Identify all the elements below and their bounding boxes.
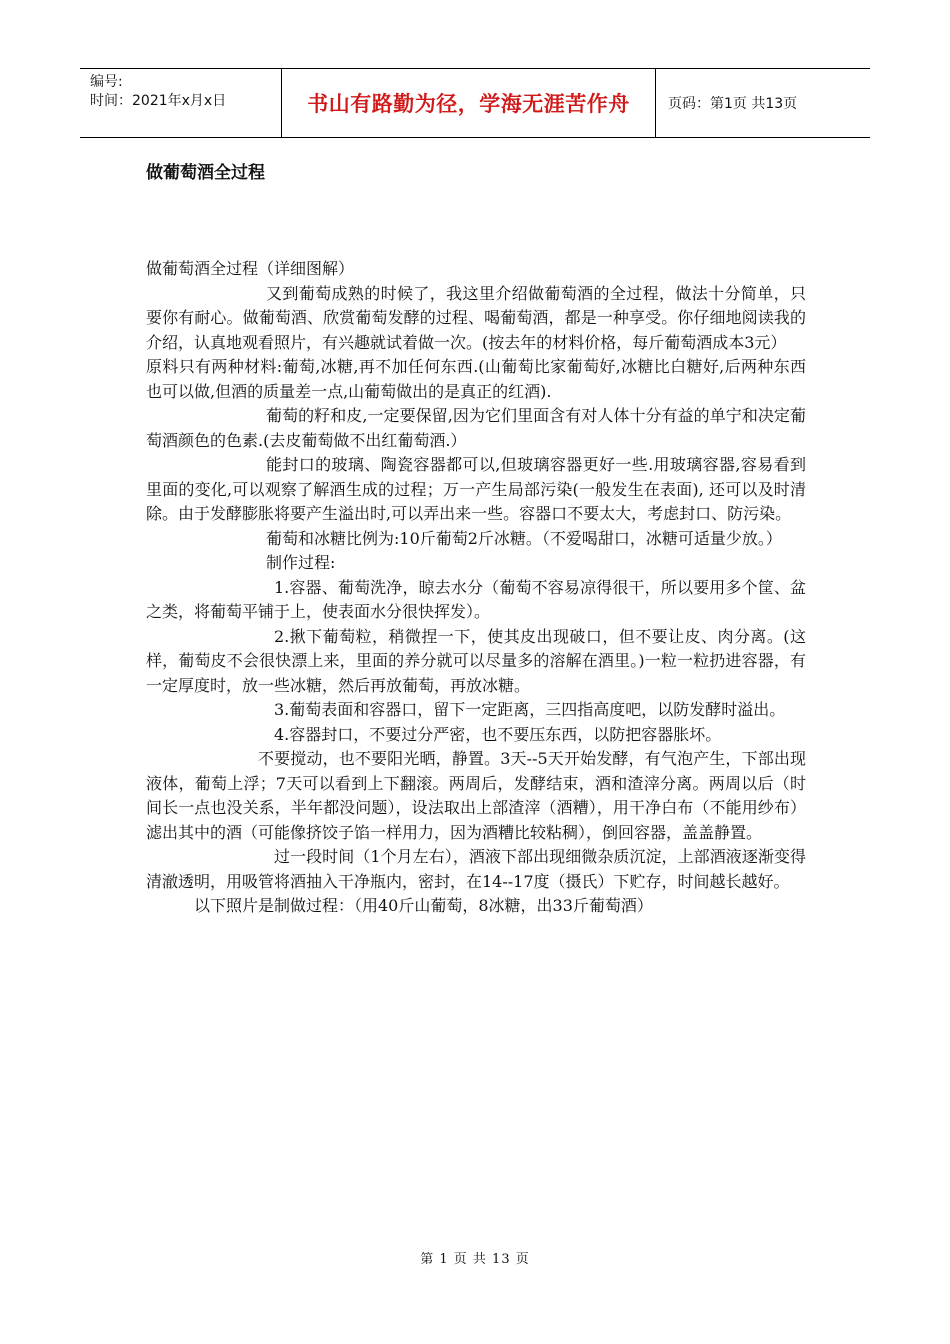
body-paragraph: 过一段时间（1个月左右），酒液下部出现细微杂质沉淀，上部酒液逐渐变得清澈透明，用吸管将酒抽入干净瓶内，密封，在14--17度（摄氏）下贮存，时间越长越好。 — [146, 847, 806, 891]
process-step: 2.揪下葡萄粒，稍微捏一下，使其皮出现破口，但不要让皮、肉分离。(这样，葡萄皮不会很快漂上来，里面的养分就可以尽量多的溶解在酒里。)一粒一粒扔进容器，有一定厚度时，放一些冰糖，然后再放葡萄，再放冰糖。 — [146, 626, 806, 695]
body-paragraph: 葡萄和冰糖比例为:10斤葡萄2斤冰糖。（不爱喝甜口，冰糖可适量少放。） — [266, 528, 782, 548]
page-footer: 第 1 页 共 13 页 — [420, 1252, 530, 1267]
page-header — [80, 68, 870, 138]
document-time-label: 时间：2021年x月x日 — [90, 93, 227, 109]
body-paragraph: 制作过程: — [266, 553, 336, 572]
body-paragraph: 葡萄的籽和皮,一定要保留,因为它们里面含有对人体十分有益的单宁和决定葡萄酒颜色的色素.(去皮葡萄做不出红葡萄酒.） — [146, 406, 806, 450]
process-step: 4.容器封口，不要过分严密，也不要压东西，以防把容器胀坏。 — [274, 724, 722, 744]
document-body — [146, 257, 806, 919]
header-motto: 书山有路勤为径，学海无涯苦作舟 — [282, 69, 656, 137]
body-paragraph: 原料只有两种材料:葡萄,冰糖,再不加任何东西.(山葡萄比家葡萄好,冰糖比白糖好,后两种东西也可以做,但酒的质量差一点,山葡萄做出的是真正的红酒). — [146, 357, 806, 401]
body-paragraph: 又到葡萄成熟的时候了，我这里介绍做葡萄酒的全过程，做法十分简单，只要你有耐心。做葡萄酒、欣赏葡萄发酵的过程、喝葡萄酒，都是一种享受。你仔细地阅读我的介绍，认真地观看照片，有兴趣就试着做一次。(按去年的材料价格，每斤葡萄酒成本3元） — [146, 283, 806, 352]
header-page-info: 页码：第1页 共13页 — [668, 96, 798, 112]
document-title: 做葡萄酒全过程 — [146, 163, 265, 183]
body-paragraph: 以下照片是制做过程：（用40斤山葡萄，8冰糖，出33斤葡萄酒） — [194, 896, 653, 915]
body-paragraph: 能封口的玻璃、陶瓷容器都可以,但玻璃容器更好一些.用玻璃容器,容易看到里面的变化,可以观察了解酒生成的过程；万一产生局部污染(一般发生在表面), 还可以及时清除。由于发酵膨胀将要产生溢出时,可以弄出来一些。容器口不要太大，考虑封口、防污染。 — [146, 455, 806, 523]
header-meta — [80, 69, 282, 137]
document-number-label: 编号: — [90, 74, 123, 90]
process-step: 1.容器、葡萄洗净，晾去水分（葡萄不容易凉得很干，所以要用多个筐、盆之类，将葡萄平铺于上，使表面水分很快挥发）。 — [146, 577, 806, 621]
body-paragraph: 不要搅动，也不要阳光晒，静置。3天--5天开始发酵，有气泡产生，下部出现液体，葡萄上浮；7天可以看到上下翻滚。两周后，发酵结束，酒和渣滓分离。两周以后（时间长一点也没关系，半年都没问题），设法取出上部渣滓（酒糟），用干净白布（不能用纱布）滤出其中的酒（可能像挤饺子馅一样用力，因为酒糟比较粘稠），倒回容器，盖盖静置。 — [146, 749, 806, 842]
body-subtitle: 做葡萄酒全过程（详细图解） — [146, 259, 355, 278]
process-step: 3.葡萄表面和容器口，留下一定距离，三四指高度吧，以防发酵时溢出。 — [274, 700, 786, 719]
